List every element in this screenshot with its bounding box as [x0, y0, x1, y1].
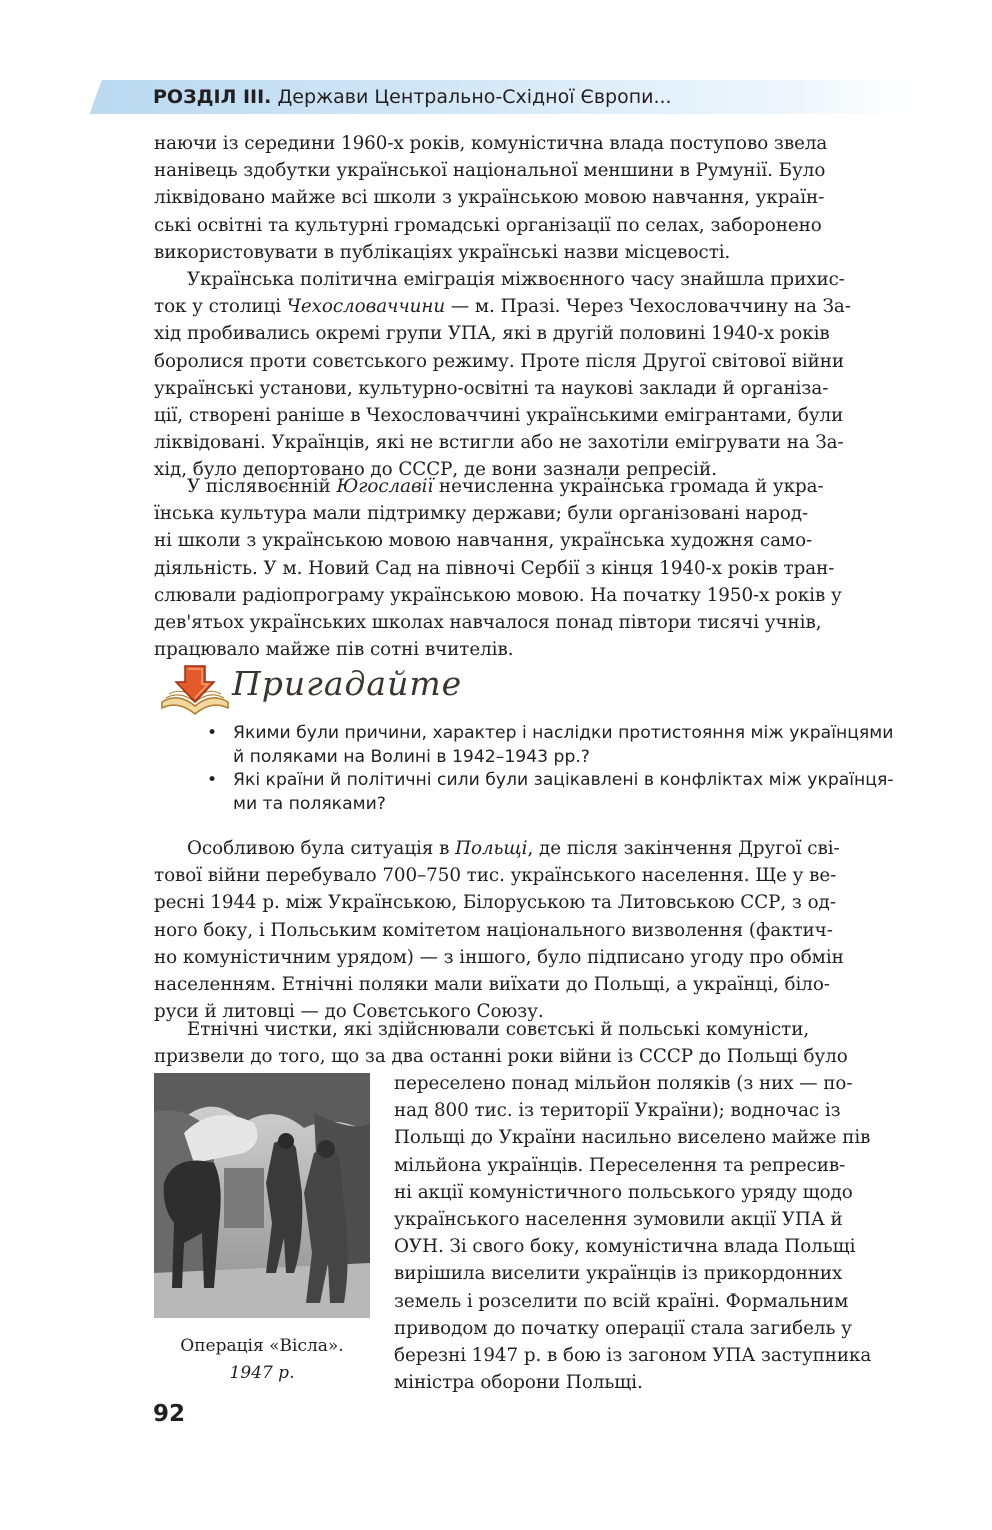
text-line: ресні 1944 р. між Українською, Білоруською та Литовською ССР, з од- [154, 892, 836, 914]
emphasis-czechoslovakia: Чехословаччини [286, 296, 446, 318]
text-line: над 800 тис. із території України); водночас із [394, 1100, 841, 1122]
text-line: Етнічні чистки, які здійснювали совєтські й польські комуністи, [187, 1019, 810, 1040]
text-line: Особливою була ситуація в Польщі, де після закінчення Другої сві- [187, 838, 840, 859]
text-line: Українська політична еміграція міжвоєнного часу знайшла прихис- [187, 269, 845, 290]
text-line: їнська культура мали підтримку держави; були організовані народ- [154, 503, 809, 525]
photo-caption [154, 1333, 370, 1387]
text-line: ного боку, і Польським комітетом національного визволення (фактич- [154, 919, 833, 941]
page-number: 92 [153, 1401, 186, 1427]
text-line: мільйона українців. Переселення та репресив- [394, 1154, 846, 1176]
text-line: ські освітні та культурні громадські організації по селах, заборонено [154, 214, 822, 236]
text-line: березні 1947 р. в бою із загоном УПА заступника [394, 1345, 872, 1367]
text-line: вирішила виселити українців із прикордонних [394, 1263, 843, 1285]
text-line: населенням. Етнічні поляки мали виїхати до Польщі, а українці, біло- [154, 974, 830, 996]
text-line: міністра оборони Польщі. [394, 1372, 643, 1394]
paragraph-1 [154, 130, 908, 266]
emphasis-yugoslavia: Югославії [336, 476, 434, 497]
remember-book-arrow-icon [158, 662, 232, 718]
text-line: боролися проти совєтського режиму. Проте після Другої світової війни [154, 350, 845, 372]
text-line: українські установи, культурно-освітні та наукові заклади й організа- [154, 377, 829, 399]
paragraph-2 [154, 266, 908, 484]
paragraph-4 [154, 835, 908, 1025]
text-line: хід, було депортовано до СССР, де вони зазнали репресій. [154, 459, 717, 481]
operation-vistula-photo [154, 1073, 370, 1318]
caption-title: Операція «Вісла». [180, 1336, 344, 1356]
text-line: дев'ятьох українських школах навчалося понад півтори тисячі учнів, [154, 612, 822, 634]
list-item: • Які країни й політичні сили були зацікавлені в конфліктах між українця- ми та поляками? [207, 769, 912, 816]
list-item: • Якими були причини, характер і наслідки протистояння між українцями й поляками на Волині в 1942–1943 рр.? [207, 722, 912, 769]
text-line: ліквідовані. Українців, які не встигли або не захотіли емігрувати на За- [154, 432, 844, 454]
text-line: ліквідовано майже всі школи з українською мовою навчання, україн- [154, 187, 825, 209]
text-line: наючи із середини 1960-х років, комуністична влада поступово звела [154, 133, 828, 154]
text-line: ток у столиці Чехословаччини — м. Празі. Через Чехословаччину на За- [154, 296, 851, 318]
text-line: Польщі до України насильно виселено майже пів [394, 1127, 871, 1149]
text-line: хід пробивались окремі групи УПА, які в другій половині 1940-х років [154, 323, 830, 345]
text-line: призвели до того, що за два останні роки війни із СССР до Польщі було [154, 1046, 848, 1068]
caption-year: 1947 р. [229, 1363, 295, 1383]
text-line: ні школи з українською мовою навчання, українська художня само- [154, 530, 813, 552]
paragraph-3 [154, 473, 908, 663]
text-line: ні акції комуністичного польського уряду щодо [394, 1181, 853, 1203]
text-line: нанівець здобутки української національної меншини в Румунії. Було [154, 160, 826, 182]
section-title: Держави Центрально-Східної Європи... [277, 86, 672, 108]
text-line: земель і розселити по всій країні. Формальним [394, 1290, 849, 1312]
text-line: українського населення зумовили акції УПА й [394, 1209, 843, 1231]
text-line: слювали радіопрограму українською мовою. На початку 1950-х років у [154, 584, 842, 606]
text-line: використовувати в публікаціях українські назви місцевості. [154, 241, 731, 263]
section-label: РОЗДІЛ III. [153, 86, 272, 108]
text-line: приводом до початку операції стала загибель у [394, 1317, 852, 1339]
paragraph-5 [154, 1016, 908, 1070]
remember-list [207, 722, 912, 816]
text-line: но комуністичним урядом) — з іншого, було підписано угоду про обмін [154, 946, 844, 968]
text-line: ОУН. Зі свого боку, комуністична влада Польщі [394, 1236, 856, 1258]
text-line: тової війни перебувало 700–750 тис. українського населення. Ще у ве- [154, 865, 837, 887]
emphasis-poland: Польщі [455, 838, 528, 859]
running-header [153, 86, 672, 108]
paragraph-5-continued [394, 1070, 908, 1396]
historical-photo-image [154, 1073, 370, 1318]
text-line: руси й литовці — до Совєтського Союзу. [154, 1001, 544, 1023]
remember-title: Пригадайте [232, 664, 463, 703]
text-line: У післявоєнній Югославії нечисленна українська громада й укра- [187, 476, 824, 497]
text-line: переселено понад мільйон поляків (з них — по- [394, 1073, 853, 1094]
text-line: діяльність. У м. Новий Сад на півночі Сербії з кінця 1940-х років тран- [154, 557, 835, 579]
text-line: працювало майже пів сотні вчителів. [154, 639, 514, 661]
text-line: ції, створені раніше в Чехословаччині українськими емігрантами, були [154, 405, 844, 427]
